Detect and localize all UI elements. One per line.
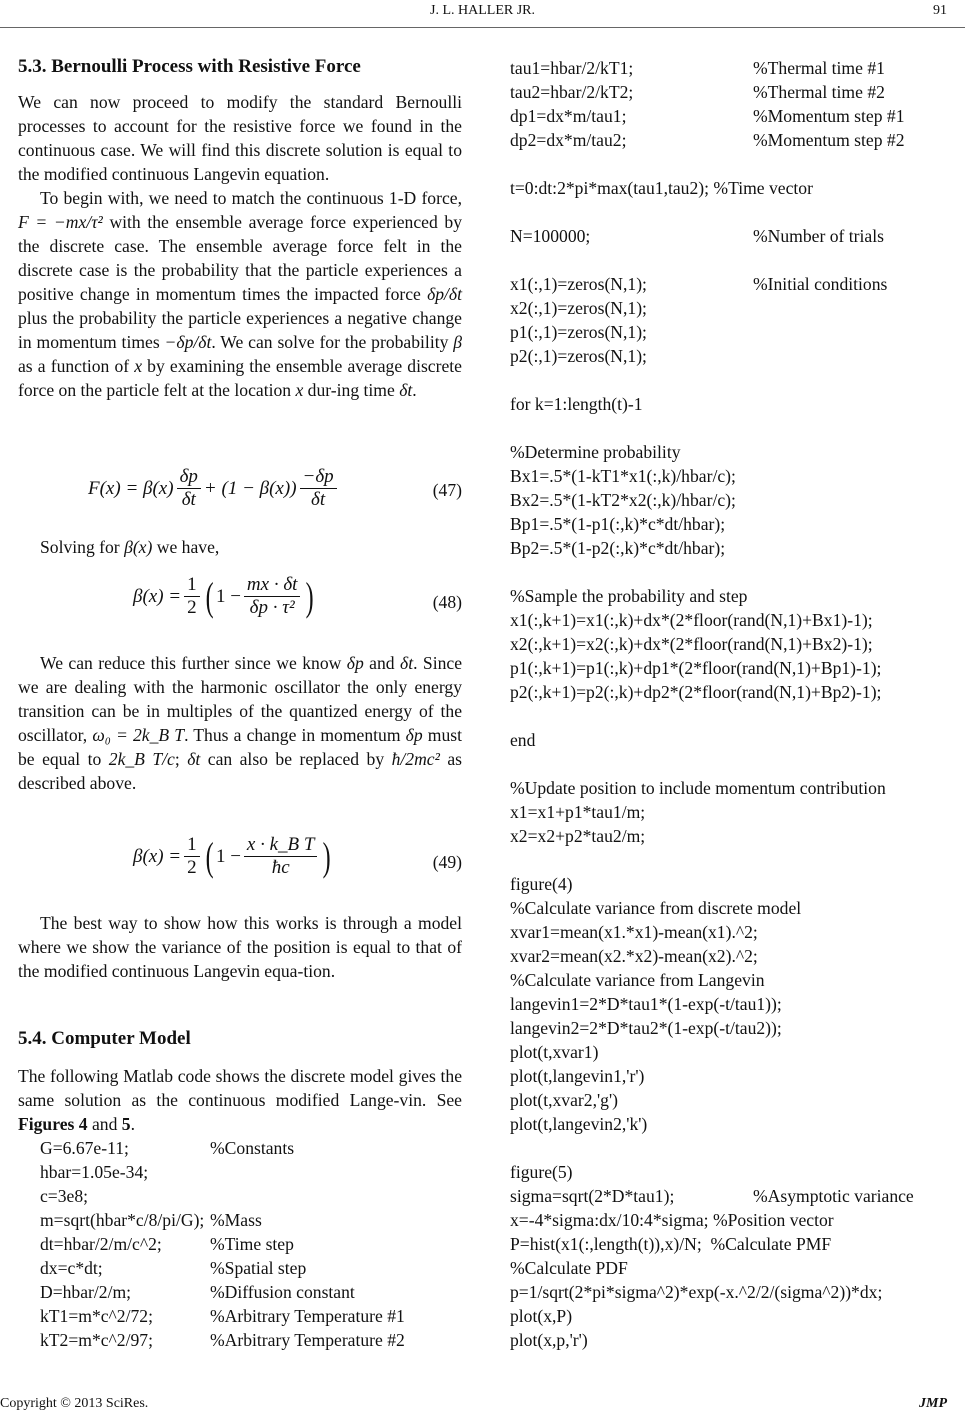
code-comment: %Mass (210, 1210, 262, 1230)
code-line (510, 776, 960, 800)
text-segment: can also be replaced by (200, 749, 392, 769)
paragraph-3 (18, 535, 462, 559)
code-comment: %Momentum step #1 (753, 106, 905, 126)
code-statement: langevin1=2*D*tau1*(1-exp(-t/tau1)); (510, 994, 782, 1014)
code-statement: p2(:,1)=zeros(N,1); (510, 346, 647, 366)
code-line (40, 1208, 470, 1232)
code-line (40, 1232, 470, 1256)
code-statement: x1=x1+p1*tau1/m; (510, 802, 646, 822)
code-line (510, 1208, 960, 1232)
text-segment: We can reduce this further since we know (40, 653, 347, 673)
code-line (510, 752, 960, 776)
code-comment: %Asymptotic variance (753, 1186, 914, 1206)
copyright: Copyright © 2013 SciRes. (0, 1396, 149, 1411)
eq47-frac2-den: δt (311, 489, 326, 510)
code-line (510, 488, 960, 512)
code-line (510, 656, 960, 680)
code-statement: sigma=sqrt(2*D*tau1); (510, 1186, 675, 1206)
code-line (510, 1016, 960, 1040)
inline-math: δt (400, 653, 414, 673)
eq48-half-den: 2 (187, 597, 197, 618)
code-statement: D=hbar/2/m; (40, 1282, 132, 1302)
text-segment: plus the probability the particle experiences a negative change in momentum times (18, 308, 462, 352)
code-line (510, 248, 960, 272)
code-line (40, 1160, 470, 1184)
code-statement: xvar1=mean(x1.*x1)-mean(x1).^2; (510, 922, 758, 942)
code-line (510, 800, 960, 824)
journal-abbrev: JMP (919, 1396, 947, 1411)
text-segment: Solving for (40, 537, 125, 557)
eq47-frac1-num: δp (177, 466, 201, 489)
code-comment: %Diffusion constant (210, 1282, 355, 1302)
code-line (510, 584, 960, 608)
code-line (40, 1280, 470, 1304)
code-line (510, 848, 960, 872)
code-line (510, 1280, 960, 1304)
eq49-half-num: 1 (184, 834, 200, 857)
code-line (510, 1256, 960, 1280)
eq49-frac-den: ħc (271, 857, 290, 878)
code-comment: %Thermal time #2 (753, 82, 885, 102)
code-statement: dp2=dx*m/tau2; (510, 130, 627, 150)
code-comment: %Initial conditions (753, 274, 888, 294)
code-statement: p1(:,k+1)=p1(:,k)+dp1*(2*floor(rand(N,1)+Bp1)-1); (510, 658, 882, 678)
code-comment: %Thermal time #1 (753, 58, 885, 78)
paragraph-1: We can now proceed to modify the standard Bernoulli processes to account for the resistive force we found in the continuous case. We will find this discrete solution is equal to the modified continuous Langevin equation. (18, 92, 462, 184)
inline-math: δp/δt (427, 284, 462, 304)
text-segment: To begin with, we need to match the continuous 1-D force, (40, 188, 462, 208)
code-statement: xvar2=mean(x2.*x2)-mean(x2).^2; (510, 946, 758, 966)
code-listing-left (40, 1136, 470, 1352)
paragraph-5: The best way to show how this works is through a model where we show the variance of the position is equal to that of the modified continuous Langevin equa-tion. (18, 913, 462, 981)
inline-math: x (134, 356, 143, 376)
text-segment: as described above. (18, 749, 462, 793)
inline-math: ħ/2mc² (391, 749, 440, 769)
code-statement: figure(4) (510, 874, 573, 894)
code-line (510, 1136, 960, 1160)
code-line (510, 632, 960, 656)
inline-math: β (453, 332, 463, 352)
equation-47 (18, 462, 462, 518)
code-line (510, 1184, 960, 1208)
code-line (510, 512, 960, 536)
equation-number: (48) (432, 592, 462, 612)
inline-math: 2k_B T/c (108, 749, 175, 769)
code-line (40, 1136, 470, 1160)
inline-math: β(x) (124, 537, 153, 557)
code-listing-right (510, 56, 960, 1352)
eq49-one-minus: 1 − (215, 845, 241, 867)
code-statement: x2=x2+p2*tau2/m; (510, 826, 646, 846)
code-line (510, 1232, 960, 1256)
code-statement: x2(:,k+1)=x2(:,k)+dx*(2*floor(rand(N,1)+Bx2)-1); (510, 634, 873, 654)
code-statement: %Calculate variance from discrete model (510, 898, 802, 918)
code-line (510, 368, 960, 392)
code-statement: Bp1=.5*(1-p1(:,k)*c*dt/hbar); (510, 514, 726, 534)
code-statement: dp1=dx*m/tau1; (510, 106, 627, 126)
code-line (510, 392, 960, 416)
code-statement: Bx1=.5*(1-kT1*x1(:,k)/hbar/c); (510, 466, 736, 486)
code-line (510, 344, 960, 368)
code-comment: %Constants (210, 1138, 295, 1158)
code-line (510, 464, 960, 488)
code-statement: p=1/sqrt(2*pi*sigma^2)*exp(-x.^2/2/(sigma^2))*dx; (510, 1282, 883, 1302)
code-line (510, 1160, 960, 1184)
code-comment: %Time step (210, 1234, 294, 1254)
code-line (510, 536, 960, 560)
figure-reference: Figures 4 (18, 1114, 88, 1134)
inline-math: F = −mx/τ² (18, 212, 103, 232)
code-statement: Bx2=.5*(1-kT2*x2(:,k)/hbar/c); (510, 490, 736, 510)
eq47-lhs: F(x) = β(x) (88, 477, 174, 499)
inline-math: x (295, 380, 304, 400)
code-statement: m=sqrt(hbar*c/8/pi/G); (40, 1210, 205, 1230)
text-segment: as a function of (18, 356, 135, 376)
code-statement: for k=1:length(t)-1 (510, 394, 643, 414)
code-statement: N=100000; (510, 226, 591, 246)
code-comment: %Arbitrary Temperature #2 (210, 1330, 405, 1350)
figure-reference: 5 (121, 1114, 131, 1134)
header-rule (0, 27, 965, 28)
code-line (510, 1040, 960, 1064)
code-statement: kT2=m*c^2/97; (40, 1330, 153, 1350)
paragraph-4 (18, 651, 462, 795)
text-segment: . (412, 380, 417, 400)
code-comment: %Momentum step #2 (753, 130, 905, 150)
code-line (40, 1256, 470, 1280)
equation-number: (47) (432, 480, 462, 500)
inline-math: −δp/δt (164, 332, 212, 352)
eq48-half-num: 1 (184, 574, 200, 597)
text-segment: and (363, 653, 401, 673)
code-statement: plot(t,langevin1,'r') (510, 1066, 645, 1086)
code-line (510, 824, 960, 848)
text-segment: must be equal to (18, 725, 462, 769)
code-comment: %Number of trials (753, 226, 884, 246)
code-line (510, 200, 960, 224)
code-line (40, 1304, 470, 1328)
code-statement: x2(:,1)=zeros(N,1); (510, 298, 647, 318)
text-segment: The following Matlab code shows the discrete model gives the same solution as the continuous modified Lange-vin. See (18, 1066, 462, 1110)
code-statement: hbar=1.05e-34; (40, 1162, 149, 1182)
code-statement: tau1=hbar/2/kT1; (510, 58, 634, 78)
code-line (510, 272, 960, 296)
text-segment: and (87, 1114, 122, 1134)
code-statement: %Sample the probability and step (510, 586, 748, 606)
code-line (510, 1064, 960, 1088)
text-segment: ; (174, 749, 188, 769)
code-statement: end (510, 730, 536, 750)
code-statement: Bp2=.5*(1-p2(:,k)*c*dt/hbar); (510, 538, 726, 558)
code-statement: %Calculate variance from Langevin (510, 970, 765, 990)
code-line (510, 872, 960, 896)
code-comment: %Spatial step (210, 1258, 307, 1278)
code-line (510, 560, 960, 584)
section-5-3-heading: 5.3. Bernoulli Process with Resistive Force (18, 56, 361, 77)
code-line (510, 680, 960, 704)
running-head: J. L. HALLER JR. (430, 3, 535, 18)
eq48-frac-den: δp · τ² (249, 597, 295, 618)
eq47-frac1-den: δt (181, 489, 196, 510)
eq48-frac-num: mx · δt (244, 574, 301, 597)
code-statement: x1(:,k+1)=x1(:,k)+dx*(2*floor(rand(N,1)+Bx1)-1); (510, 610, 873, 630)
code-line (510, 440, 960, 464)
code-statement: plot(x,p,'r') (510, 1330, 588, 1350)
code-comment: %Arbitrary Temperature #1 (210, 1306, 405, 1326)
code-line (510, 896, 960, 920)
code-statement: plot(t,langevin2,'k') (510, 1114, 648, 1134)
inline-math: ω₀ = 2k_B T (92, 725, 185, 745)
code-statement: dt=hbar/2/m/c^2; (40, 1234, 162, 1254)
code-statement: x=-4*sigma:dx/10:4*sigma; %Position vector (510, 1210, 834, 1230)
text-segment: with the ensemble average force experienced by the discrete case. The ensemble average force felt in the discrete case is the probability that the particle experiences a positive change in momentum times the impacted force (18, 212, 462, 304)
eq48-lhs: β(x) = (133, 585, 182, 607)
text-segment: we have, (152, 537, 220, 557)
code-statement: p1(:,1)=zeros(N,1); (510, 322, 647, 342)
code-line (510, 1088, 960, 1112)
eq48-one-minus: 1 − (215, 585, 241, 607)
code-statement: langevin2=2*D*tau2*(1-exp(-t/tau2)); (510, 1018, 782, 1038)
eq49-lhs: β(x) = (133, 845, 182, 867)
code-line (510, 80, 960, 104)
code-statement: tau2=hbar/2/kT2; (510, 82, 634, 102)
code-line (510, 416, 960, 440)
inline-math: δp (405, 725, 423, 745)
code-line (510, 104, 960, 128)
eq47-mid: + (1 − β(x)) (203, 477, 297, 499)
code-line (510, 224, 960, 248)
code-statement: dx=c*dt; (40, 1258, 103, 1278)
code-line (510, 728, 960, 752)
inline-math: δt (187, 749, 201, 769)
code-statement: plot(t,xvar2,'g') (510, 1090, 618, 1110)
inline-math: δp (346, 653, 364, 673)
paragraph-2 (18, 186, 462, 402)
eq49-frac-num: x · k_B T (244, 834, 318, 857)
code-line (510, 56, 960, 80)
code-line (510, 176, 960, 200)
code-statement: kT1=m*c^2/72; (40, 1306, 153, 1326)
code-statement: t=0:dt:2*pi*max(tau1,tau2); %Time vector (510, 178, 813, 198)
code-line (510, 1112, 960, 1136)
equation-number: (49) (432, 852, 462, 872)
text-segment: dur-ing time (303, 380, 400, 400)
text-segment: . Since we are dealing with the harmonic oscillator the only energy transition can be in multiples of the quantized energy of the oscillator, (18, 653, 463, 745)
code-line (510, 1304, 960, 1328)
code-statement: c=3e8; (40, 1186, 89, 1206)
eq47-frac2-num: −δp (300, 466, 337, 489)
code-statement: %Calculate PDF (510, 1258, 628, 1278)
code-statement: plot(x,P) (510, 1306, 573, 1326)
code-line (510, 968, 960, 992)
code-statement: G=6.67e-11; (40, 1138, 129, 1158)
equation-48: β(x) = $\frac{1}{2}$ ( 1 − $\frac{mx \cdot \delta t}{\text{δp · τ²}}$ ) (48) (133, 573, 462, 619)
text-segment: by examining the ensemble average discrete force on the particle felt at the location (18, 356, 462, 400)
code-statement: plot(t,xvar1) (510, 1042, 599, 1062)
code-statement: %Update position to include momentum contribution (510, 778, 886, 798)
code-line (510, 704, 960, 728)
code-line (510, 944, 960, 968)
eq49-half-den: 2 (187, 857, 197, 878)
code-statement: figure(5) (510, 1162, 573, 1182)
text-segment: . Thus a change in momentum (184, 725, 406, 745)
code-line (510, 320, 960, 344)
equation-49: β(x) = $\frac{1}{2}$ ( 1 − $\frac{\text{x · k\_B T}}{ħc}$ ) (49) (133, 833, 462, 879)
code-line (510, 1328, 960, 1352)
code-line (40, 1184, 470, 1208)
page-number: 91 (933, 3, 947, 18)
code-line (510, 296, 960, 320)
code-statement: %Determine probability (510, 442, 681, 462)
code-statement: P=hist(x1(:,length(t)),x)/N; %Calculate PMF (510, 1234, 832, 1254)
text-segment: . (130, 1114, 135, 1134)
code-line (510, 128, 960, 152)
code-line (510, 152, 960, 176)
section-5-4-heading: 5.4. Computer Model (18, 1028, 191, 1049)
code-statement: p2(:,k+1)=p2(:,k)+dp2*(2*floor(rand(N,1)+Bp2)-1); (510, 682, 882, 702)
code-line (510, 992, 960, 1016)
code-line (510, 920, 960, 944)
inline-math: δt (399, 380, 413, 400)
paragraph-6 (18, 1064, 462, 1136)
code-line (510, 608, 960, 632)
code-statement: x1(:,1)=zeros(N,1); (510, 274, 647, 294)
text-segment: . We can solve for the probability (211, 332, 454, 352)
code-line (40, 1328, 470, 1352)
